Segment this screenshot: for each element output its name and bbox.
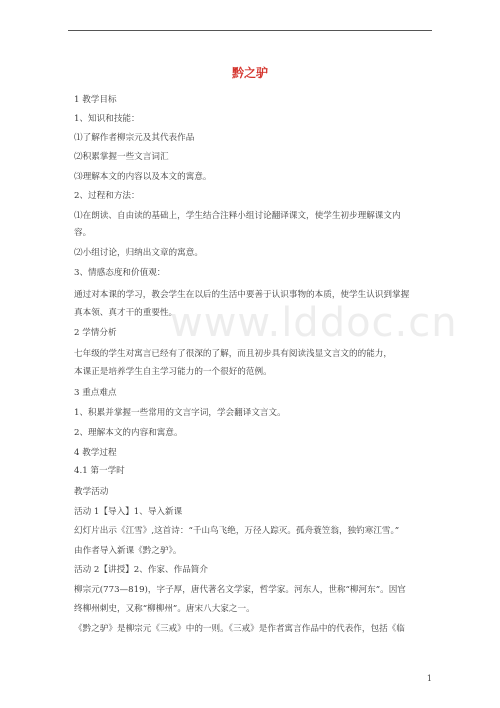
header-rule: [68, 30, 432, 31]
text-line: 3 重点难点: [74, 388, 117, 398]
text-line: ⑶理解本文的内容以及本文的寓意。: [74, 172, 212, 182]
text-line: 本课正是培养学生自主学习能力的一个很好的范例。: [74, 367, 272, 377]
text-line: 活动 1【导入】1、导入新课: [74, 507, 183, 517]
text-line: 4 教学过程: [74, 448, 117, 458]
text-line: 通过对本课的学习，教会学生在以后的生活中要善于认识事物的本质，使学生认识到掌握: [74, 290, 410, 300]
page-number: 1: [426, 674, 432, 683]
text-line: 《黔之驴》是柳宗元《三戒》中的一则。《三戒》是作者寓言作品中的代表作，包括《临: [74, 624, 405, 634]
watermark-text: www.lddoc.cn: [170, 300, 458, 346]
text-line: 教学活动: [74, 487, 109, 497]
text-line: ⑴了解作者柳宗元及其代表作品: [74, 133, 195, 143]
document-title: 黔之驴: [231, 66, 268, 80]
text-line: ⑴在朗读、自由读的基础上，学生结合注释小组讨论翻译课文，使学生初步理解课文内: [74, 211, 401, 221]
text-line: 幻灯片出示《江雪》,这首诗：“千山鸟飞绝，万径人踪灭。孤舟蓑笠翁，独钓寒江雪。”: [74, 526, 400, 536]
text-line: 4.1 第一学时: [74, 466, 125, 476]
text-line: 1 教学目标: [74, 95, 117, 105]
text-line: 七年级的学生对寓言已经有了很深的了解，而且初步具有阅读浅显文言文的的能力，: [74, 349, 392, 359]
text-line: 2、理解本文的内容和寓意。: [74, 428, 183, 438]
text-line: 2 学情分析: [74, 328, 117, 338]
text-line: 容。: [74, 228, 92, 238]
text-line: ⑵小组讨论，归纳出文章的寓意。: [74, 248, 203, 258]
text-line: 2、过程和方法：: [74, 191, 140, 201]
text-line: ⑵积累掌握一些文言词汇: [74, 152, 169, 162]
text-line: 终柳州刺史，又称“柳柳州”。唐宋八大家之一。: [74, 604, 255, 614]
text-line: 活动 2【讲授】2、作家、作品简介: [74, 565, 208, 575]
text-line: 柳宗元(773—819)，字子厚，唐代著名文学家，哲学家。河东人，世称“柳河东”。因官: [74, 585, 406, 595]
text-line: 3、情感态度和价值观：: [74, 268, 166, 278]
text-line: 真本领、真才干的重要性。: [74, 308, 178, 318]
text-line: 1、积累并掌握一些常用的文言字词，学会翻译文言文。: [74, 408, 286, 418]
text-line: 1、知识和技能：: [74, 114, 140, 124]
text-line: 由作者导入新课《黔之驴》。: [74, 546, 182, 556]
